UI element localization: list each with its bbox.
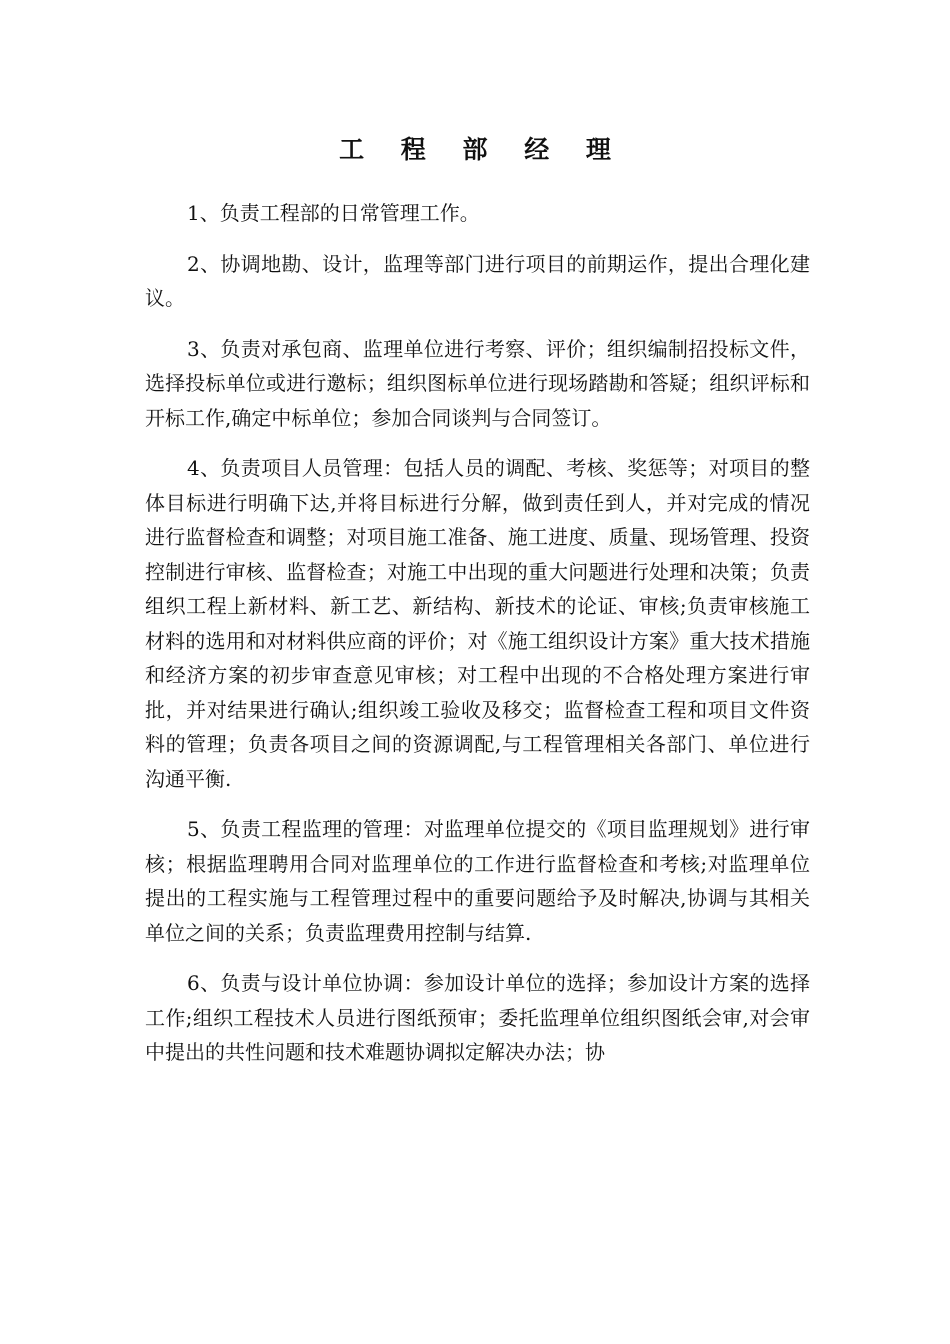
paragraph-4: 4、负责项目人员管理：包括人员的调配、考核、奖惩等；对项目的整体目标进行明确下达,并将目标进行分解，做到责任到人，并对完成的情况进行监督检查和调整；对项目施工准备、施工进度、质量、现场管理、投资控制进行审核、监督检查；对施工中出现的重大问题进行处理和决策；负责组织工程上新材料、新工艺、新结构、新技术的论证、审核;负责审核施工材料的选用和对材料供应商的评价；对《施工组织设计方案》重大技术措施和经济方案的初步审查意见审核；对工程中出现的不合格处理方案进行审批，并对结果进行确认;组织竣工验收及移交；监督检查工程和项目文件资料的管理；负责各项目之间的资源调配,与工程管理相关各部门、单位进行沟通平衡. — [145, 456, 810, 791]
paragraph-2: 2、协调地勘、设计，监理等部门进行项目的前期运作，提出合理化建议。 — [145, 251, 810, 310]
paragraph-6: 6、负责与设计单位协调：参加设计单位的选择；参加设计方案的选择工作;组织工程技术人员进行图纸预审；委托监理单位组织图纸会审,对会审中提出的共性问题和技术难题协调拟定解决办法；协 — [145, 971, 810, 1064]
paragraph-1: 1、负责工程部的日常管理工作。 — [187, 201, 480, 225]
document-body — [145, 196, 810, 1086]
page-title: 工 程 部 经 理 — [339, 135, 625, 164]
paragraph-5: 5、负责工程监理的管理：对监理单位提交的《项目监理规划》进行审核；根据监理聘用合同对监理单位的工作进行监督检查和考核;对监理单位提出的工程实施与工程管理过程中的重要问题给予及时解决,协调与其相关单位之间的关系；负责监理费用控制与结算. — [145, 817, 810, 945]
paragraph-3: 3、负责对承包商、监理单位进行考察、评价；组织编制招投标文件，选择投标单位或进行邀标；组织图标单位进行现场踏勘和答疑；组织评标和开标工作,确定中标单位；参加合同谈判与合同签订。 — [145, 336, 810, 430]
